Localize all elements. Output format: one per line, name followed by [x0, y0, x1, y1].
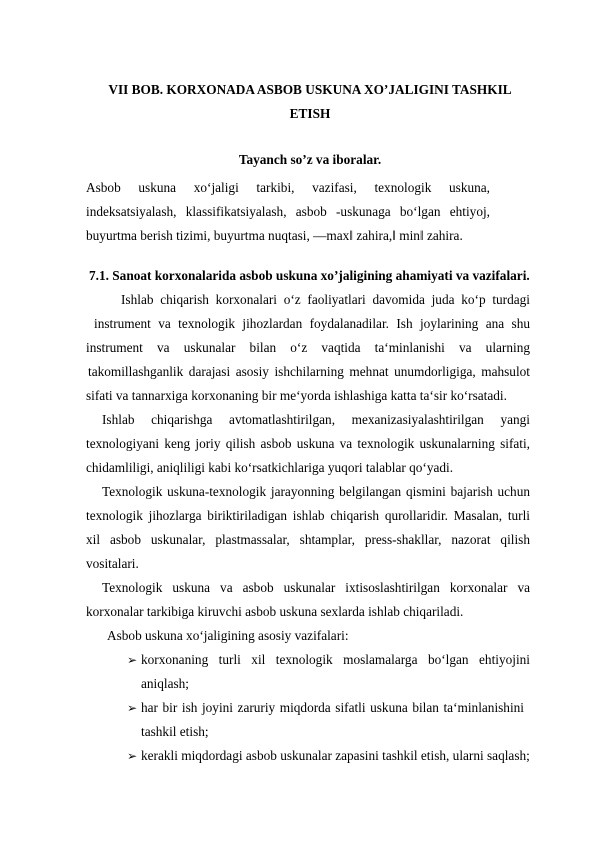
paragraph-line: Texnologik uskuna-texnologik jarayonning belgilangan qismini bajarish uchun [102, 484, 530, 499]
arrow-bullet-icon: ➢ [127, 701, 138, 715]
chapter-title-line-1: VII BOB. KORXONADA ASBOB USKUNA XO’JALIGINI TASHKIL [108, 82, 512, 97]
arrow-bullet-icon: ➢ [127, 653, 138, 667]
paragraph-line: Ishlab chiqarishga avtomatlashtirilgan, mexanizasiyalashtirilgan yangi [102, 412, 530, 427]
paragraph-line: instrument va uskunalar bilan o‘z vaqtida ta‘minlanishi va ularning [86, 340, 530, 355]
paragraph-line: vositalari. [86, 556, 139, 571]
paragraph-line: sifati va tannarxiga korxonaning bir me‘yorda ishlashiga katta ta‘sir ko‘rsatadi. [86, 388, 507, 403]
bullet-line: kerakli miqdordagi asbob uskunalar zapasini tashkil etish, ularni saqlash; [141, 748, 530, 763]
paragraph-line: texnologik jihozlarga biriktiriladigan ishlab chiqarish qurollaridir. Masalan, turli [86, 508, 530, 523]
chapter-title-line-2: ETISH [289, 106, 331, 121]
keywords-line: indeksatsiyalash, klassifikatsiyalash, asbob -uskunaga bo‘lgan ehtiyoj, [86, 204, 490, 219]
paragraph-line: korxonalar tarkibiga kiruvchi asbob uskuna sexlarda ishlab chiqariladi. [86, 604, 464, 619]
paragraph-line: instrument va texnologik jihozlardan foydalanadilar. Ish joylarining ana shu [94, 316, 530, 331]
keywords-line: Asbob uskuna xo‘jaligi tarkibi, vazifasi, texnologik uskuna, [86, 180, 490, 195]
bullet-line: har bir ish joyini zaruriy miqdorda sifatli uskuna bilan ta‘minlanishini [141, 700, 524, 715]
paragraph-line: takomillashganlik darajasi asosiy ishchilarning mehnat unumdorligiga, mahsulot [88, 364, 530, 379]
paragraph-line: texnologiyani keng joriy qilish asbob uskuna va texnologik uskunalarning sifati, [86, 436, 530, 451]
paragraph-line: Ishlab chiqarish korxonalari o‘z faoliyatlari davomida juda ko‘p turdagi [121, 292, 530, 307]
tasks-intro: Asbob uskuna xo‘jaligining asosiy vazifalari: [107, 628, 349, 643]
bullet-line: tashkil etish; [141, 724, 209, 739]
keywords-line: buyurtma berish tizimi, buyurtma nuqtasi, ―max‖ zahira,‖ min‖ zahira. [86, 228, 463, 243]
arrow-bullet-icon: ➢ [127, 749, 138, 763]
bullet-line: korxonaning turli xil texnologik moslamalarga bo‘lgan ehtiyojini [141, 652, 530, 667]
paragraph-line: chidamliligi, aniqliligi kabi ko‘rsatkichlariga yuqori talablar qo‘yadi. [86, 460, 454, 475]
section-heading: 7.1. Sanoat korxonalarida asbob uskuna xo’jaligining ahamiyati va vazifalari. [89, 268, 530, 283]
paragraph-line: Texnologik uskuna va asbob uskunalar ixtisoslashtirilgan korxonalar va [102, 580, 530, 595]
bullet-line: aniqlash; [141, 676, 190, 691]
paragraph-line: xil asbob uskunalar, plastmassalar, shtamplar, press-shakllar, nazorat qilish [86, 532, 530, 547]
keywords-heading: Tayanch so’z va iboralar. [238, 152, 382, 167]
